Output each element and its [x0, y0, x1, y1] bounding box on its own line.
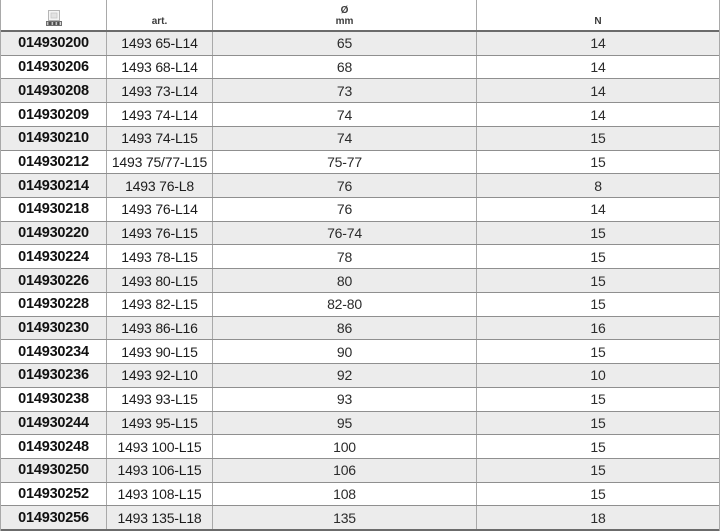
diameter-cell: 76	[213, 174, 477, 197]
diameter-cell: 92	[213, 364, 477, 387]
n-cell: 15	[590, 296, 606, 313]
diameter-cell: 65	[213, 32, 477, 55]
table-header-row	[1, 0, 719, 32]
diameter-cell: 68	[213, 56, 477, 79]
code-cell: 014930210	[1, 127, 107, 150]
n-cell: 15	[590, 414, 606, 431]
art-cell: 1493 135-L18	[107, 506, 213, 529]
table-row	[1, 364, 719, 388]
code-cell: 014930212	[1, 151, 107, 174]
art-cell: 1493 92-L10	[107, 364, 213, 387]
diameter-unit-label: mm	[335, 16, 354, 27]
art-cell: 1493 68-L14	[107, 56, 213, 79]
diameter-cell: 74	[213, 103, 477, 126]
art-cell: 1493 93-L15	[107, 388, 213, 411]
art-cell: 1493 76-L8	[107, 174, 213, 197]
table-row	[1, 435, 719, 459]
table-row	[1, 459, 719, 483]
barcode-icon	[43, 10, 65, 27]
code-cell: 014930234	[1, 340, 107, 363]
art-cell: 1493 80-L15	[107, 269, 213, 292]
art-cell: 1493 82-L15	[107, 293, 213, 316]
table-row	[1, 388, 719, 412]
art-cell: 1493 108-L15	[107, 483, 213, 506]
diameter-cell: 106	[213, 459, 477, 482]
art-cell: 1493 86-L16	[107, 317, 213, 340]
table-row	[1, 127, 719, 151]
diameter-cell: 95	[213, 412, 477, 435]
art-cell: 1493 76-L14	[107, 198, 213, 221]
header-n-column	[477, 0, 719, 30]
n-cell: 15	[590, 153, 606, 170]
n-cell: 10	[590, 367, 606, 384]
diameter-cell: 82-80	[213, 293, 477, 316]
code-cell: 014930244	[1, 412, 107, 435]
code-cell: 014930220	[1, 222, 107, 245]
art-column-label: art.	[151, 16, 168, 27]
diameter-cell: 100	[213, 435, 477, 458]
n-cell: 14	[590, 35, 606, 52]
table-row	[1, 79, 719, 103]
n-cell: 15	[590, 462, 606, 479]
art-cell: 1493 76-L15	[107, 222, 213, 245]
art-cell: 1493 100-L15	[107, 435, 213, 458]
art-cell: 1493 75/77-L15	[107, 151, 213, 174]
diameter-cell: 73	[213, 79, 477, 102]
diameter-cell: 86	[213, 317, 477, 340]
n-cell: 15	[590, 391, 606, 408]
art-cell: 1493 73-L14	[107, 79, 213, 102]
table-row	[1, 32, 719, 56]
table-row	[1, 151, 719, 175]
n-cell: 16	[590, 319, 606, 336]
code-cell: 014930252	[1, 483, 107, 506]
diameter-cell: 76	[213, 198, 477, 221]
code-cell: 014930236	[1, 364, 107, 387]
table-row	[1, 506, 719, 531]
table-row	[1, 103, 719, 127]
table-row	[1, 483, 719, 507]
n-cell: 14	[590, 82, 606, 99]
n-cell: 15	[590, 438, 606, 455]
art-cell: 1493 90-L15	[107, 340, 213, 363]
diameter-symbol-label: Ø	[340, 5, 349, 16]
table-row	[1, 198, 719, 222]
code-cell: 014930228	[1, 293, 107, 316]
code-cell: 014930218	[1, 198, 107, 221]
diameter-cell: 80	[213, 269, 477, 292]
n-cell: 15	[590, 225, 606, 242]
table-row	[1, 245, 719, 269]
code-cell: 014930224	[1, 245, 107, 268]
diameter-cell: 93	[213, 388, 477, 411]
n-cell: 15	[590, 130, 606, 147]
code-cell: 014930206	[1, 56, 107, 79]
code-cell: 014930208	[1, 79, 107, 102]
n-cell: 18	[590, 509, 606, 526]
n-cell: 15	[590, 272, 606, 289]
diameter-cell: 90	[213, 340, 477, 363]
header-diameter-column	[213, 0, 477, 30]
table-row	[1, 340, 719, 364]
art-cell: 1493 65-L14	[107, 32, 213, 55]
art-cell: 1493 95-L15	[107, 412, 213, 435]
code-cell: 014930226	[1, 269, 107, 292]
n-cell: 15	[590, 486, 606, 503]
code-cell: 014930250	[1, 459, 107, 482]
n-cell: 14	[590, 106, 606, 123]
diameter-cell: 76-74	[213, 222, 477, 245]
code-cell: 014930209	[1, 103, 107, 126]
diameter-cell: 108	[213, 483, 477, 506]
code-cell: 014930200	[1, 32, 107, 55]
table-row	[1, 269, 719, 293]
art-cell: 1493 78-L15	[107, 245, 213, 268]
table-row	[1, 412, 719, 436]
n-cell: 8	[594, 177, 602, 194]
diameter-cell: 78	[213, 245, 477, 268]
table-row	[1, 56, 719, 80]
n-cell: 14	[590, 59, 606, 76]
table-row	[1, 174, 719, 198]
code-cell: 014930238	[1, 388, 107, 411]
diameter-cell: 74	[213, 127, 477, 150]
art-cell: 1493 74-L14	[107, 103, 213, 126]
n-cell: 15	[590, 248, 606, 265]
n-column-label: N	[594, 16, 602, 27]
header-art-column	[107, 0, 213, 30]
diameter-cell: 135	[213, 506, 477, 529]
table-row	[1, 222, 719, 246]
header-code-column	[1, 0, 107, 30]
n-cell: 14	[590, 201, 606, 218]
art-cell: 1493 106-L15	[107, 459, 213, 482]
code-cell: 014930248	[1, 435, 107, 458]
table-row	[1, 293, 719, 317]
code-cell: 014930230	[1, 317, 107, 340]
diameter-cell: 75-77	[213, 151, 477, 174]
art-cell: 1493 74-L15	[107, 127, 213, 150]
n-cell: 15	[590, 343, 606, 360]
code-cell: 014930214	[1, 174, 107, 197]
code-cell: 014930256	[1, 506, 107, 529]
table-row	[1, 317, 719, 341]
